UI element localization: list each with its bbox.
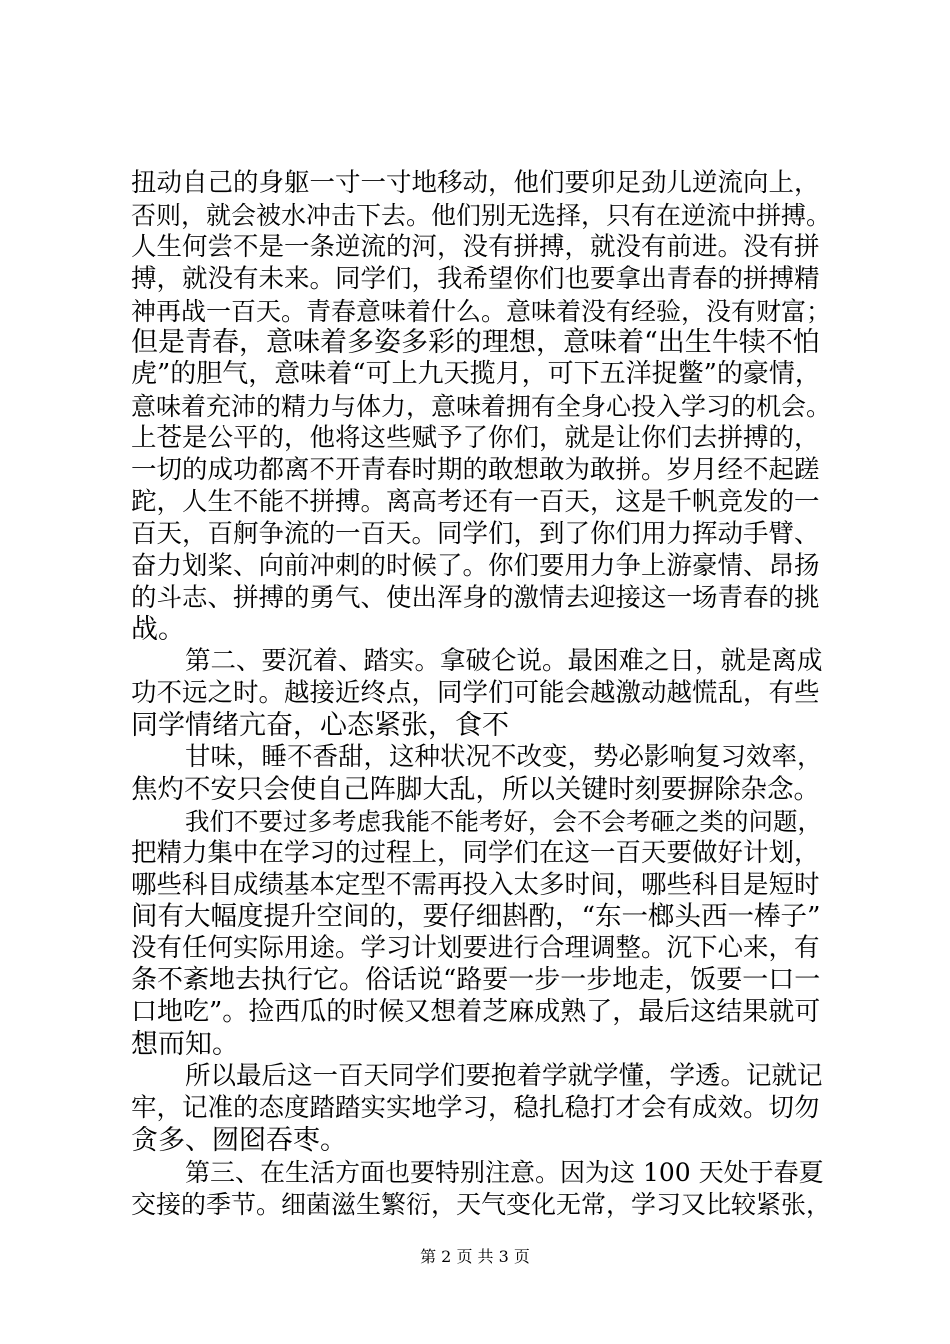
text-line: 人生何尝不是一条逆流的河，没有拼搏，就没有前进。没有拼 <box>131 231 820 262</box>
text-line: 虎”的胆气，意味着“可上九天揽月，可下五洋捉鳖”的豪情， <box>131 359 821 390</box>
text-line: 百天，百舸争流的一百天。同学们，到了你们用力挥动手臂、 <box>131 518 820 549</box>
text-line: 上苍是公平的，他将这些赋予了你们，就是让你们去拼搏的， <box>131 423 820 454</box>
text-line: 但是青春，意味着多姿多彩的理想，意味着“出生牛犊不怕 <box>131 327 820 359</box>
text-line: 战。 <box>131 614 185 646</box>
text-line: 一切的成功都离不开青春时期的敢想敢为敢拼。岁月经不起蹉 <box>131 455 820 486</box>
text-line: 搏，就没有未来。同学们，我希望你们也要拿出青春的拼搏精 <box>131 263 820 294</box>
body-text <box>131 168 831 1220</box>
text-line: 跎，人生不能不拼搏。离高考还有一百天，这是千帆竞发的一 <box>131 486 820 517</box>
text-line: 焦灼不安只会使自己阵脚大乱，所以关键时刻要摒除杂念。 <box>131 773 820 805</box>
text-line: 所以最后这一百天同学们要抱着学就学懂，学透。记就记 <box>185 1060 823 1091</box>
text-line: 牢，记准的态度踏踏实实地学习，稳扎稳打才会有成效。切勿 <box>131 1092 820 1123</box>
text-line: 口地吃”。捡西瓜的时候又想着芝麻成熟了，最后这结果就可 <box>131 997 821 1028</box>
text-line: 贪多、囫囵吞枣。 <box>131 1124 347 1156</box>
text-line: 想而知。 <box>131 1029 239 1061</box>
text-line: 神再战一百天。青春意味着什么。意味着没有经验，没有财富； <box>131 296 832 326</box>
text-line: 没有任何实际用途。学习计划要进行合理调整。沉下心来，有 <box>131 933 820 964</box>
text-line: 第二、要沉着、踏实。拿破仑说。最困难之日，就是离成 <box>185 646 823 677</box>
text-line: 的斗志、拼搏的勇气、使出浑身的激情去迎接这一场青春的挑 <box>131 582 820 613</box>
text-line: 交接的季节。细菌滋生繁衍，天气变化无常，学习又比较紧张， <box>131 1189 832 1219</box>
text-line: 意味着充沛的精力与体力，意味着拥有全身心投入学习的机会。 <box>131 392 832 422</box>
text-line: 第三、在生活方面也要特别注意。因为这 100 天处于春夏 <box>185 1157 824 1187</box>
text-line: 我们不要过多考虑我能不能考好，会不会考砸之类的问题， <box>185 806 822 836</box>
text-line: 否则，就会被水冲击下去。他们别无选择，只有在逆流中拼搏。 <box>131 200 832 230</box>
text-line: 同学情绪亢奋，心态紧张，食不 <box>131 710 509 742</box>
text-line: 功不远之时。越接近终点，同学们可能会越激动越慌乱，有些 <box>131 678 820 709</box>
text-line: 间有大幅度提升空间的，要仔细斟酌，“东一榔头西一棒子” <box>131 901 821 933</box>
text-line: 哪些科目成绩基本定型不需再投入太多时间，哪些科目是短时 <box>131 869 820 900</box>
text-line: 奋力划桨、向前冲刺的时候了。你们要用力争上游豪情、昂扬 <box>131 550 820 581</box>
text-line: 条不紊地去执行它。俗话说“路要一步一步地走，饭要一口一 <box>131 965 821 996</box>
text-line: 扭动自己的身躯一寸一寸地移动，他们要卯足劲儿逆流向上， <box>131 168 820 198</box>
text-line: 把精力集中在学习的过程上，同学们在这一百天要做好计划， <box>131 837 820 868</box>
page-footer: 第 2 页 共 3 页 <box>420 1247 530 1266</box>
text-line: 甘味，睡不香甜，这种状况不改变，势必影响复习效率， <box>185 742 823 773</box>
